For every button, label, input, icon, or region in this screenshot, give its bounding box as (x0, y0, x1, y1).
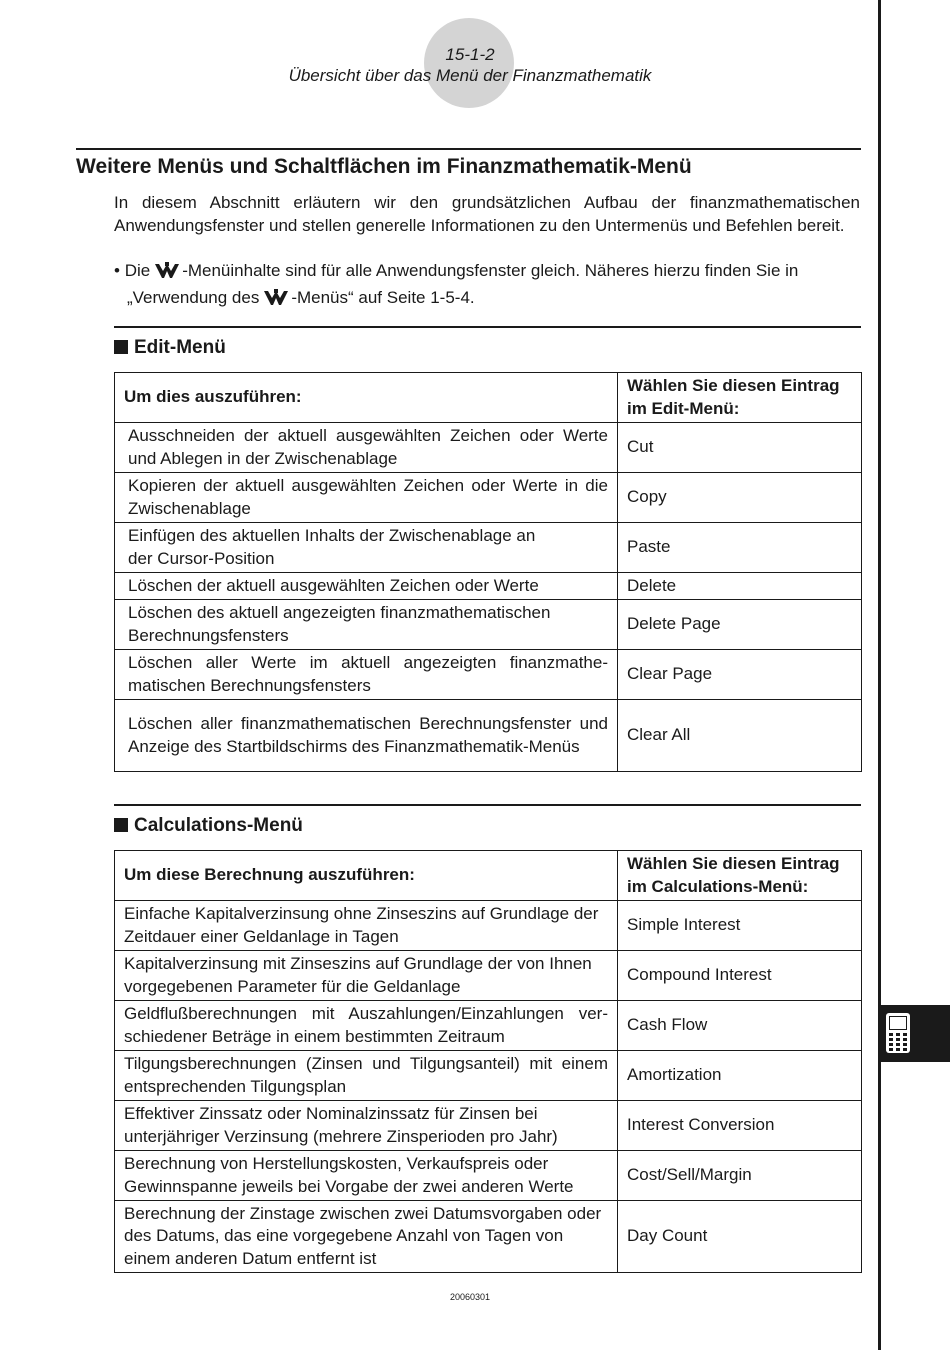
table-header-action: Um dies auszuführen: (115, 373, 618, 423)
bullet-text-2: -Menüinhalte sind für alle Anwendungsfenster gleich. Näheres hierzu finden Sie in (182, 261, 799, 280)
section-square-icon (114, 818, 128, 832)
table-row (115, 1201, 862, 1273)
bullet-text-1: Die (124, 261, 151, 280)
menu-item-cell: Cost/Sell/Margin (618, 1151, 862, 1201)
menu-item-cell: Paste (618, 523, 862, 573)
table-header-item: Wählen Sie diesen Eintrag im Edit-Menü: (618, 373, 862, 423)
table-row (115, 650, 862, 700)
menu-item-cell: Clear Page (618, 650, 862, 700)
bullet-marker: • (114, 261, 120, 280)
table-header-action: Um diese Berechnung auszuführen: (115, 851, 618, 901)
table-row (115, 600, 862, 650)
intro-paragraph: In diesem Abschnitt erläutern wir den grundsätzlichen Aufbau der finanzmathematischen Anwendungsfenster und stellen generelle Informationen zu den Untermenüs und Befehlen bereit. (114, 193, 860, 235)
menu-item-cell: Copy (618, 473, 862, 523)
action-cell: Einfügen des aktuellen Inhalts der Zwischenablage an der Cursor-Position (115, 523, 618, 573)
table-header-item: Wählen Sie diesen Eintrag im Calculations-Menü: (618, 851, 862, 901)
menu-item-cell: Delete Page (618, 600, 862, 650)
action-cell: Kopieren der aktuell ausgewählten Zeichen oder Werte in die Zwischenablage (115, 473, 618, 523)
table-row (115, 573, 862, 600)
action-cell: Kapitalverzinsung mit Zinseszins auf Grundlage der von Ihnen vorgegebenen Parameter für die Geldanlage (115, 951, 618, 1001)
action-cell: Löschen des aktuell angezeigten finanzmathematischen Berechnungsfensters (115, 600, 618, 650)
table-row (115, 1151, 862, 1201)
bullet-text-4: -Menüs“ auf Seite 1-5-4. (291, 288, 475, 307)
table-row (115, 1051, 862, 1101)
menu-item-cell: Delete (618, 573, 862, 600)
table-row (115, 700, 862, 772)
action-cell: Löschen aller Werte im aktuell angezeigten finanzmathe-matischen Berechnungsfensters (115, 650, 618, 700)
menu-item-cell: Cash Flow (618, 1001, 862, 1051)
table-row (115, 951, 862, 1001)
margin-rule (878, 0, 881, 1350)
menu-v-icon (263, 289, 289, 313)
running-title: Übersicht über das Menü der Finanzmathematik (288, 66, 652, 85)
page-number: 15-1-2 (445, 45, 495, 64)
edit-section-rule (114, 326, 861, 328)
menu-item-cell: Simple Interest (618, 901, 862, 951)
chapter-tab (881, 1005, 950, 1062)
menu-v-icon (154, 262, 180, 286)
calculations-menu-table (114, 850, 862, 1273)
action-cell: Einfache Kapitalverzinsung ohne Zinseszins auf Grundlage der Zeitdauer einer Geldanlage in Tagen (115, 901, 618, 951)
menu-item-cell: Amortization (618, 1051, 862, 1101)
menu-item-cell: Clear All (618, 700, 862, 772)
action-cell: Geldflußberechnungen mit Auszahlungen/Einzahlungen ver-schiedener Beträge in einem bestimmten Zeitraum (115, 1001, 618, 1051)
table-row (115, 901, 862, 951)
table-row (115, 1001, 862, 1051)
menu-item-cell: Compound Interest (618, 951, 862, 1001)
menu-item-cell: Cut (618, 423, 862, 473)
footer-code: 20060301 (449, 1292, 491, 1302)
heading-rule (76, 148, 861, 150)
action-cell: Ausschneiden der aktuell ausgewählten Zeichen oder Werte und Ablegen in der Zwischenablage (115, 423, 618, 473)
edit-section-title (114, 337, 226, 359)
table-row (115, 473, 862, 523)
bullet-line-1 (114, 259, 860, 286)
action-cell: Berechnung von Herstellungskosten, Verkaufspreis oder Gewinnspanne jeweils bei Vorgabe der zwei anderen Werte (115, 1151, 618, 1201)
calc-section-rule (114, 804, 861, 806)
action-cell: Effektiver Zinssatz oder Nominalzinssatz für Zinsen bei unterjähriger Verzinsung (mehrere Zinsperioden pro Jahr) (115, 1101, 618, 1151)
action-cell: Tilgungsberechnungen (Zinsen und Tilgungsanteil) mit einem entsprechenden Tilgungsplan (115, 1051, 618, 1101)
edit-section-title-text: Edit-Menü (134, 337, 226, 358)
action-cell: Löschen der aktuell ausgewählten Zeichen oder Werte (115, 573, 618, 600)
menu-item-cell: Interest Conversion (618, 1101, 862, 1151)
action-cell: Berechnung der Zinstage zwischen zwei Datumsvorgaben oder des Datums, das eine vorgegebene Anzahl von Tagen von einem anderen Datum entfernt ist (115, 1201, 618, 1273)
table-header-row (115, 851, 862, 901)
calculator-icon (885, 1012, 911, 1054)
action-cell: Löschen aller finanzmathematischen Berechnungsfenster und Anzeige des Startbildschirms des Finanzmathematik-Menüs (115, 700, 618, 772)
table-row (115, 523, 862, 573)
main-heading: Weitere Menüs und Schaltflächen im Finanzmathematik-Menü (76, 155, 692, 178)
bullet-text-3: „Verwendung des (127, 288, 260, 307)
menu-item-cell: Day Count (618, 1201, 862, 1273)
table-header-row (115, 373, 862, 423)
bullet-line-2 (114, 286, 860, 313)
table-row (115, 1101, 862, 1151)
calc-section-title (114, 815, 303, 837)
section-square-icon (114, 340, 128, 354)
bullet-note (114, 259, 860, 313)
calc-section-title-text: Calculations-Menü (134, 815, 303, 836)
edit-menu-table (114, 372, 862, 772)
table-row (115, 423, 862, 473)
